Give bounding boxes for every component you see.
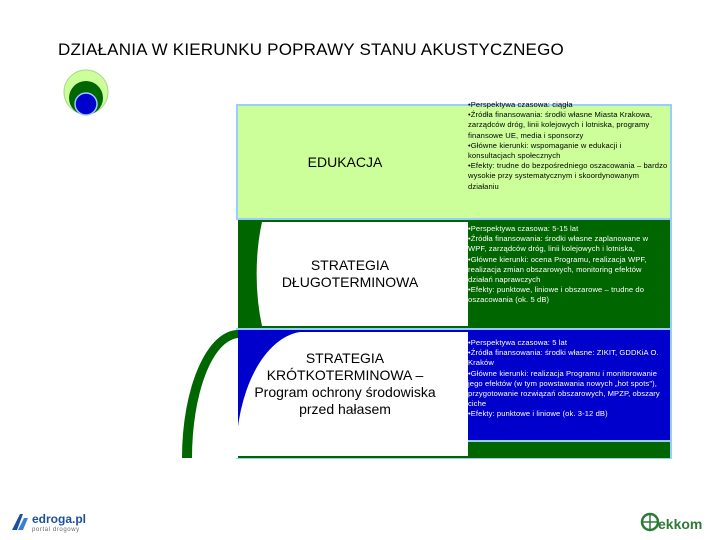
description-line: •Źródła finansowania: środki własne zaplanowane w WPF, zarządców dróg, linii kolejowych i lotniska, bbox=[468, 234, 649, 254]
description-line: •Główne kierunki: ocena Programu, realizacja WPF, realizacja zmian obszarowych, monitoring efektów działań naprawczych bbox=[468, 254, 647, 285]
emblem-inner bbox=[75, 93, 97, 115]
edroga-logo-text: edroga.pl bbox=[32, 512, 87, 526]
description-line: •Główne kierunki: wspomaganie w edukacji i konsultacjach społecznych bbox=[468, 140, 622, 161]
description-line: •Główne kierunki: realizacja Programu i monitorowanie jego efektów (w tym powstawania nowych „hot spots"), przygotowanie rozwiązań obszarowych, MPZP, obszary ciche bbox=[468, 368, 660, 409]
description-education bbox=[468, 100, 668, 218]
ekkom-logo[interactable] bbox=[640, 508, 712, 536]
description-line: •Efekty: punktowe i liniowe (ok. 3-12 dB) bbox=[468, 409, 608, 419]
page-title: DZIAŁANIA W KIERUNKU POPRAWY STANU AKUSTYCZNEGO bbox=[58, 40, 564, 59]
section-sublabel-short-term: Program ochrony środowiska przed hałasem bbox=[254, 384, 436, 417]
description-line: •Źródła finansowania: środki własne: ZIKIT, GDDKiA O. Kraków bbox=[468, 348, 659, 368]
section-label-short-term bbox=[235, 350, 455, 418]
ekkom-logo-text: ekkom bbox=[658, 516, 703, 532]
description-line: •Perspektywa czasowa: 5-15 lat bbox=[468, 224, 579, 233]
section-label-short-term-main: STRATEGIA KRÓTKOTERMINOWA – bbox=[266, 350, 424, 383]
description-long-term bbox=[468, 224, 668, 330]
education-label-left bbox=[238, 106, 262, 218]
edroga-logo-tagline: portal drogowy bbox=[32, 527, 80, 533]
edroga-mark-icon bbox=[10, 512, 30, 532]
ekkom-mark-icon bbox=[640, 508, 660, 534]
description-line: •Efekty: punktowe, liniowe i obszarowe – trudne do oszacowania (ok. 5 dB) bbox=[468, 285, 645, 305]
description-line: •Źródła finansowania: środki własne Miasta Krakowa, zarządców dróg, linii kolejowych i lotniska, programy finansowe UE, media i sponsorzy bbox=[468, 110, 653, 140]
section-label-long-term: STRATEGIA DŁUGOTERMINOWA bbox=[281, 257, 419, 290]
section-label-education: EDUKACJA bbox=[307, 154, 383, 170]
description-line: •Perspektywa czasowa: ciągła bbox=[468, 100, 573, 109]
description-line: •Efekty: trudne do bezpośredniego oszacowania – bardzo wysokie przy systematycznym i skoordynowanym działaniu bbox=[468, 161, 668, 191]
edroga-logo[interactable] bbox=[10, 510, 87, 536]
description-line: •Perspektywa czasowa: 5 lat bbox=[468, 338, 568, 347]
description-short-term bbox=[468, 338, 668, 438]
